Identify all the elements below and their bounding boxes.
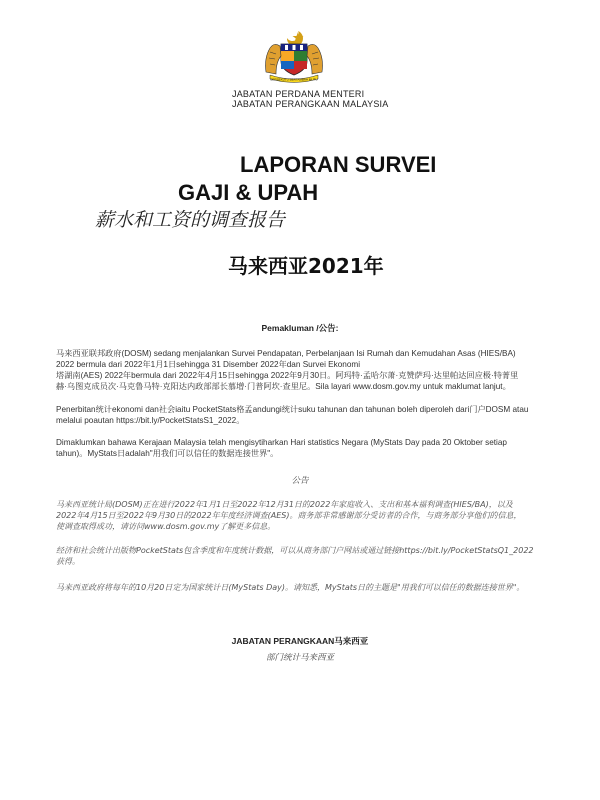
report-title-chinese: 薪水和工资的调查报告 — [95, 209, 286, 231]
chinese-paragraph-line: 马来西亚统计局(DOSM)正在进行2022年1月1日至2022年12月31日的2022年家庭收入、支出和基本福利调查(HIES/BA)，以及 — [56, 500, 513, 509]
notice-paragraph-line: 2022 bermula dari 2022年1月1日sehingga 31 Disember 2022年dan Survei Ekonomi — [56, 360, 361, 369]
chinese-paragraph-2 — [56, 545, 556, 567]
chinese-paragraph-line: 使调查取得成功，请访问www.dosm.gov.my了解更多信息。 — [56, 522, 276, 531]
chinese-paragraph-3 — [56, 582, 556, 593]
chinese-paragraph-line: 获得。 — [56, 557, 80, 566]
report-title-line-2: GAJI & UPAH — [178, 180, 319, 205]
notice-paragraph-line: tahun)。MyStats日adalah"用我们可以信任的数据连接世界"。 — [56, 449, 279, 458]
notice-paragraph-2 — [56, 404, 556, 426]
notice-paragraph-line: Penerbitan统计ekonomi dan社会iaitu PocketStats格孟andungi统计suku tahunan dan tahunan boleh diperoleh dari门户DOSM atau — [56, 405, 529, 414]
notice-paragraph-1 — [56, 348, 556, 392]
chinese-paragraph-1 — [56, 499, 556, 532]
svg-text:BERSEKUTU BERTAMBAH MUTU: BERSEKUTU BERTAMBAH MUTU — [270, 77, 318, 82]
footer-agency-name-chinese: 部门统计马来西亚 — [265, 652, 334, 662]
notice-paragraph-line: 赫·乌图克成员次·马克鲁马特·克阳达内政部部长慕增·门普阿坎·查里尼。Sila layari www.dosm.gov.my untuk maklumat lanjut。 — [56, 382, 511, 391]
agency-name — [232, 89, 388, 109]
chinese-paragraph-line: 2022年4月15日至2022年9月30日的2022年年度经济调查(AES)。商务部非常感谢部分受访者的合作，与商务部分享他们的信息， — [56, 511, 522, 520]
notice-heading: Pemakluman /公告: — [261, 323, 339, 333]
chinese-paragraph-line: 马来西亚政府将每年的10月20日定为国家统计日(MyStats Day)。请知悉，MyStats日的主题是"用我们可以信任的数据连接世界"。 — [56, 583, 525, 592]
agency-line-2: JABATAN PERANGKAAN MALAYSIA — [232, 99, 389, 109]
notice-paragraph-line: melalui poautan https://bit.ly/PocketStatsS1_2022。 — [56, 416, 245, 425]
chinese-notice-heading: 公告 — [291, 475, 309, 485]
notice-paragraph-line: Dimaklumkan bahawa Kerajaan Malaysia telah mengisytiharkan Hari statistics Negara (MyStats Day pada 20 Oktober setiap — [56, 438, 507, 447]
agency-line-1: JABATAN PERDANA MENTERI — [232, 89, 365, 99]
chinese-paragraph-line: 经济和社会统计出版物PocketStats包含季度和年度统计数据，可以从商务部门户网站或通过链接https://bit.ly/PocketStatsQ1_2022 — [56, 546, 534, 555]
notice-paragraph-line: 塔湖南(AES) 2022年bermula dari 2022年4月15日sehingga 2022年9月30日。阿玛特·孟哈尔萧·克赞萨玛·达里帕达回应极·特菁里 — [56, 371, 519, 380]
footer-agency-name: JABATAN PERANGKAAN马来西亚 — [231, 636, 369, 646]
notice-paragraph-line: 马来西亚联邦政府(DOSM) sedang menjalankan Survei Pendapatan, Perbelanjaan Isi Rumah dan Kemudahan Asas (HIES/BA) — [56, 349, 516, 358]
report-title-line-1: LAPORAN SURVEI — [240, 152, 437, 177]
report-year: 马来西亚2021年 — [228, 254, 384, 278]
notice-paragraph-3 — [56, 437, 556, 459]
coat-of-arms-emblem — [262, 28, 326, 84]
